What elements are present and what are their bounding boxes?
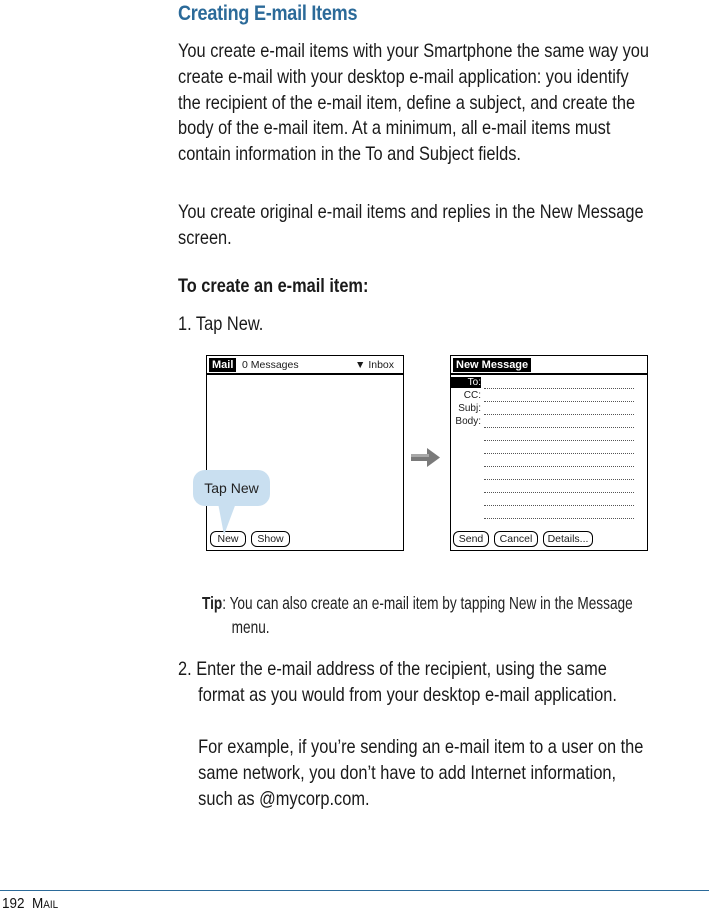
text-line: format as you would from your desktop e-mail application.	[198, 683, 617, 706]
step-2	[178, 657, 682, 709]
title-underline	[207, 373, 403, 375]
text-line: You create e-mail items with your Smartphone the same way you	[178, 40, 650, 62]
footer-rule	[0, 890, 709, 891]
tip-text: menu.	[231, 617, 270, 637]
cc-field-label: CC:	[463, 390, 481, 401]
text-line: You create original e-mail items and replies in the New Message	[178, 201, 644, 223]
new-message-title-tab: New Message	[453, 358, 531, 372]
tip-text: : You can also create an e-mail item by tapping New in the Message	[222, 593, 633, 613]
text-line: body of the e-mail item. At a minimum, all e-mail items must	[178, 117, 611, 140]
arrow-right-icon	[409, 446, 443, 468]
body-field-label: Body:	[455, 416, 481, 427]
page-footer	[2, 895, 58, 912]
body-input-line	[484, 440, 634, 441]
step-2-example	[178, 735, 682, 812]
section-heading: Creating E-mail Items	[178, 2, 358, 25]
page-number: 192	[2, 895, 25, 912]
cancel-button: Cancel	[494, 531, 538, 547]
body-input-line	[484, 492, 634, 493]
cc-input-line	[484, 401, 634, 402]
body-input-line	[484, 427, 634, 428]
subject-field-label: Subj:	[458, 403, 481, 414]
step-1	[178, 312, 682, 338]
tap-new-callout: Tap New	[193, 470, 270, 506]
title-underline	[451, 373, 647, 375]
text-line: screen.	[178, 226, 232, 249]
send-button: Send	[453, 531, 489, 547]
callout-pointer	[216, 503, 238, 537]
text-line: such as @mycorp.com.	[198, 787, 370, 810]
section-name: Mail	[32, 895, 59, 912]
tip-label: Tip	[202, 593, 223, 613]
text-line: For example, if you’re sending an e-mail item to a user on the	[198, 736, 644, 758]
to-input-line	[484, 388, 634, 389]
intro-paragraph-1	[178, 39, 682, 168]
procedure-heading: To create an e-mail item:	[178, 276, 369, 297]
text-line: the recipient of the e-mail item, define a subject, and create the	[178, 91, 636, 114]
body-input-line	[484, 466, 634, 467]
mail-title-tab: Mail	[209, 358, 236, 372]
dropdown-triangle-icon: ▼	[355, 359, 366, 371]
tip-note	[202, 591, 633, 639]
folder-name: Inbox	[368, 359, 395, 371]
details-button: Details...	[543, 531, 593, 547]
show-button: Show	[251, 531, 290, 547]
text-line: contain information in the To and Subject fields.	[178, 143, 521, 166]
new-message-screen-illustration	[450, 355, 648, 551]
intro-paragraph-2	[178, 200, 682, 252]
to-field-label: To:	[451, 377, 481, 388]
text-line: same network, you don’t have to add Internet information,	[198, 761, 617, 784]
subject-input-line	[484, 414, 634, 415]
text-line: create e-mail with your desktop e-mail application: you identify	[178, 65, 629, 88]
text-line: 2. Enter the e-mail address of the recipient, using the same	[178, 658, 607, 680]
body-input-line	[484, 505, 634, 506]
body-input-line	[484, 518, 634, 519]
step-1-text: 1. Tap New.	[178, 313, 264, 335]
body-input-line	[484, 453, 634, 454]
new-button: New	[210, 531, 246, 547]
body-input-line	[484, 479, 634, 480]
message-count: 0 Messages	[242, 359, 299, 371]
folder-picker	[355, 358, 394, 372]
